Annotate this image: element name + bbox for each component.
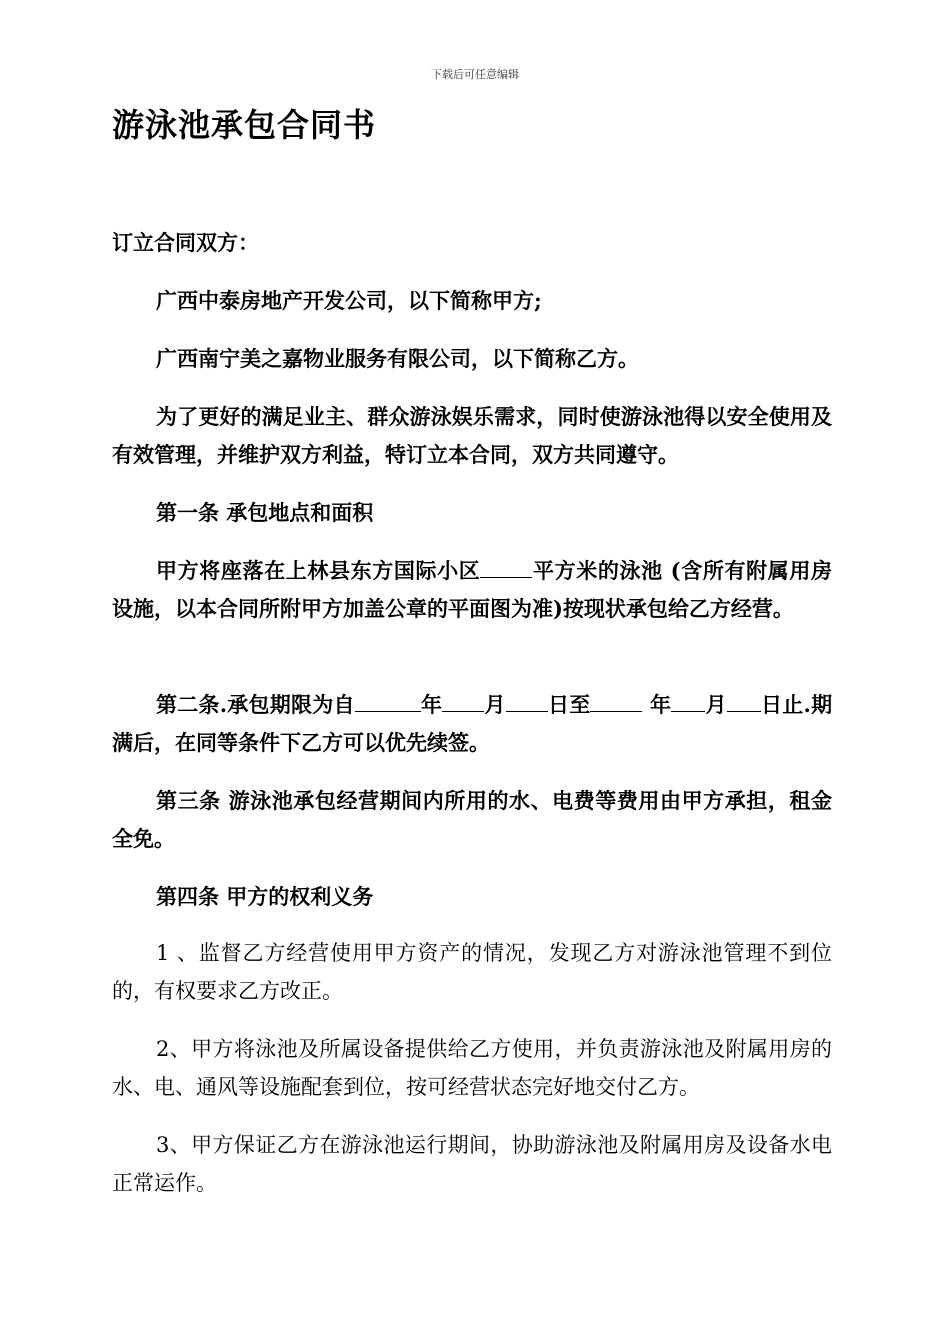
article1-text-before: 甲方将座落在上林县东方国际小区 <box>156 558 481 583</box>
article2-month: 月 <box>484 692 506 717</box>
party-a: 广西中泰房地产开发公司，以下简称甲方; <box>156 288 542 313</box>
article2-suffix: 止.期满后，在同等条件下乙方可以优先续签。 <box>112 692 833 755</box>
article1-text-after: 平方米的泳池 (含所有附属用房设施，以本合同所附甲方加盖公章的平面图为准)按现状承包给乙方经营。 <box>112 558 832 621</box>
article2-month2: 月 <box>705 692 727 717</box>
article2-day2: 日 <box>760 692 783 717</box>
article4-item-3: 3、甲方保证乙方在游泳池运行期间，协助游泳池及附属用房及设备水电正常运作。 <box>112 1133 832 1195</box>
article4-item-2: 2、甲方将泳池及所属设备提供给乙方使用，并负责游泳池及附属用房的水、电、通风等设施配套到位，按可经营状态完好地交付乙方。 <box>112 1037 832 1099</box>
end-month-blank[interactable] <box>671 691 705 712</box>
article1-text <box>112 552 832 628</box>
article2-year2: 年 <box>642 692 672 717</box>
start-year-blank[interactable] <box>355 691 421 712</box>
start-day-blank[interactable] <box>506 691 548 712</box>
article1-heading: 第一条 承包地点和面积 <box>156 500 374 525</box>
article2-day-to: 日至 <box>547 692 591 717</box>
article3-text: 第三条 游泳池承包经营期间内所用的水、电费等费用由甲方承担，租金全免。 <box>112 788 832 851</box>
article4-heading: 第四条 甲方的权利义务 <box>156 884 374 909</box>
start-month-blank[interactable] <box>442 691 484 712</box>
article2-prefix: 第二条.承包期限为自 <box>156 692 355 717</box>
parties-heading: 订立合同双方： <box>112 230 259 255</box>
end-day-blank[interactable] <box>727 691 761 712</box>
article2-year: 年 <box>420 692 443 717</box>
preamble: 为了更好的满足业主、群众游泳娱乐需求，同时使游泳池得以安全使用及有效管理，并维护双方利益，特订立本合同，双方共同遵守。 <box>112 404 832 467</box>
article2-text <box>112 686 832 762</box>
header-note: 下载后可任意编辑 <box>431 68 519 81</box>
party-b: 广西南宁美之嘉物业服务有限公司，以下简称乙方。 <box>156 346 639 371</box>
end-year-blank[interactable] <box>590 691 642 712</box>
article4-item-1: 1 、监督乙方经营使用甲方资产的情况，发现乙方对游泳池管理不到位的，有权要求乙方改正。 <box>112 941 832 1003</box>
area-blank[interactable] <box>480 557 532 578</box>
document-title: 游泳池承包合同书 <box>112 106 377 144</box>
